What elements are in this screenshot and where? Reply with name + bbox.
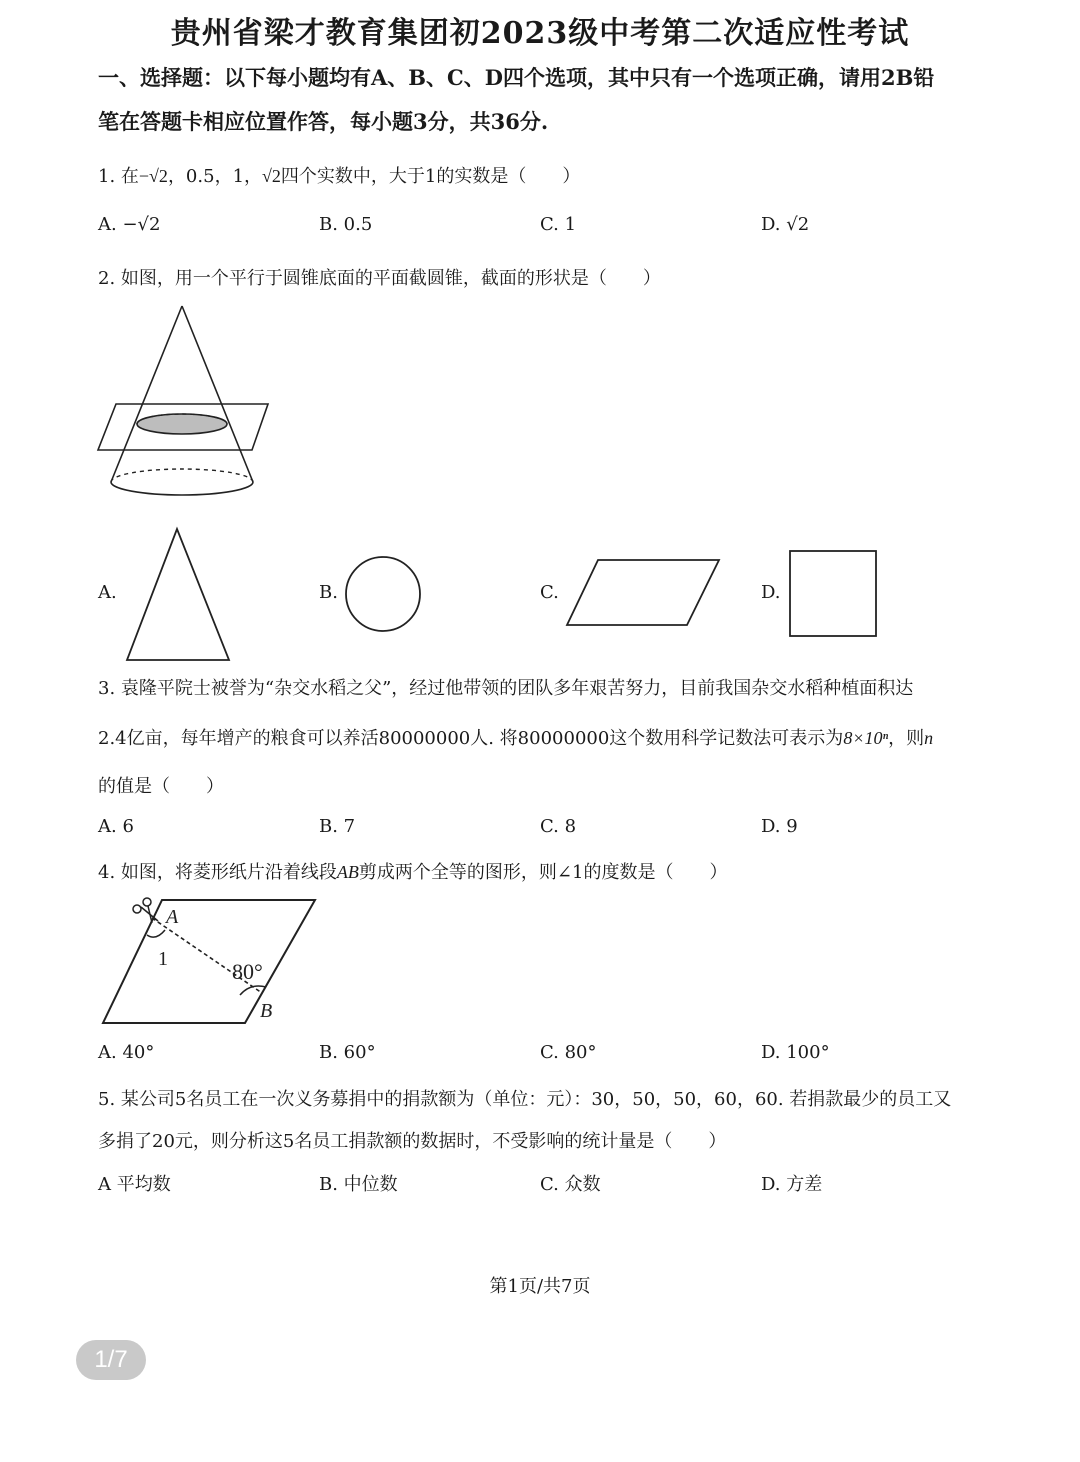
angle-1-arc <box>147 930 165 937</box>
question-5-line1: 5. 某公司5名员工在一次义务募捐中的捐款额为（单位：元）：30，50，50，60，60. 若捐款最少的员工又 <box>98 1089 952 1110</box>
triangle-shape <box>126 526 230 662</box>
q2-option-a-label[interactable]: A. <box>98 582 117 603</box>
q2-option-d-label[interactable]: D. <box>761 582 781 603</box>
question-5-line2: 多捐了20元，则分析这5名员工捐款额的数据时，不受影响的统计量是（ ） <box>98 1131 727 1152</box>
q1-sqrt2: √2 <box>262 166 281 186</box>
q3-option-d[interactable]: D. 9 <box>761 816 798 837</box>
q5-option-d[interactable]: D. 方差 <box>761 1174 823 1195</box>
question-3-line3: 的值是（ ） <box>98 776 224 797</box>
rhombus-figure <box>100 895 322 1030</box>
q4-segment-ab: AB <box>336 862 359 882</box>
q4-option-b[interactable]: B. 60° <box>319 1042 376 1063</box>
q5-option-c[interactable]: C. 众数 <box>540 1174 601 1195</box>
exam-title: 贵州省梁才教育集团初2023级中考第二次适应性考试 <box>170 16 910 51</box>
q1-suffix: 四个实数中，大于1的实数是（ ） <box>280 166 581 187</box>
cone-base-front <box>111 482 253 495</box>
q1-prefix: 1. 在 <box>98 166 139 187</box>
q3-line2-then: ，则 <box>888 728 925 749</box>
q5-option-a[interactable]: A 平均数 <box>98 1174 171 1195</box>
q3-scientific-expr: 8×10ⁿ <box>843 728 889 748</box>
question-4 <box>98 858 727 884</box>
page-footer: 第1页/共7页 <box>489 1276 591 1297</box>
q1-option-c[interactable]: C. 1 <box>540 214 577 235</box>
q3-option-a[interactable]: A. 6 <box>98 816 134 837</box>
question-1 <box>98 162 580 188</box>
circle-shape <box>344 555 422 633</box>
cone-base-back <box>111 469 253 482</box>
section-instruction-line2: 笔在答题卡相应位置作答，每小题3分，共36分. <box>98 109 549 134</box>
q4-text-a: 4. 如图，将菱形纸片沿着线段 <box>98 862 337 883</box>
q3-var-n: n <box>924 728 934 748</box>
q1-option-a[interactable]: A. −√2 <box>98 214 161 235</box>
label-angle-1: 1 <box>158 948 168 970</box>
q2-option-b-label[interactable]: B. <box>319 582 338 603</box>
q4-text-b: 剪成两个全等的图形，则∠1的度数是（ ） <box>358 862 728 883</box>
parallelogram-shape <box>566 558 722 628</box>
q4-option-d[interactable]: D. 100° <box>761 1042 830 1063</box>
q4-option-a[interactable]: A. 40° <box>98 1042 155 1063</box>
q3-line2-text: 2.4亿亩，每年增产的粮食可以养活80000000人. 将80000000这个数用科学记数法可表示为 <box>98 728 844 749</box>
q3-option-b[interactable]: B. 7 <box>319 816 356 837</box>
q1-option-b[interactable]: B. 0.5 <box>319 214 373 235</box>
square-shape <box>789 550 879 638</box>
q2-option-c-label[interactable]: C. <box>540 582 559 603</box>
q5-option-b[interactable]: B. 中位数 <box>319 1174 398 1195</box>
cone-right-edge <box>182 306 253 482</box>
question-3-line2 <box>98 724 933 750</box>
label-80-degrees: 80° <box>232 959 263 984</box>
q1-mid: ，0.5，1， <box>167 166 263 187</box>
cone-section-figure <box>96 300 276 515</box>
question-2: 2. 如图，用一个平行于圆锥底面的平面截圆锥，截面的形状是（ ） <box>98 268 661 289</box>
q1-neg-sqrt2: −√2 <box>138 166 168 186</box>
label-a: A <box>166 906 179 928</box>
rhombus-outline <box>103 900 315 1023</box>
section-ellipse <box>137 414 227 434</box>
q1-option-d[interactable]: D. √2 <box>761 214 810 235</box>
q4-option-c[interactable]: C. 80° <box>540 1042 597 1063</box>
label-b: B <box>260 1000 273 1022</box>
q3-option-c[interactable]: C. 8 <box>540 816 577 837</box>
page-indicator-badge[interactable]: 1/7 <box>76 1340 146 1380</box>
question-3-line1: 3. 袁隆平院士被誉为“杂交水稻之父”，经过他带领的团队多年艰苦努力，目前我国杂交水稻种植面积达 <box>98 678 914 699</box>
section-instruction-line1: 一、选择题：以下每小题均有A、B、C、D四个选项，其中只有一个选项正确，请用2B铅 <box>98 65 935 90</box>
cone-left-edge <box>111 306 182 482</box>
